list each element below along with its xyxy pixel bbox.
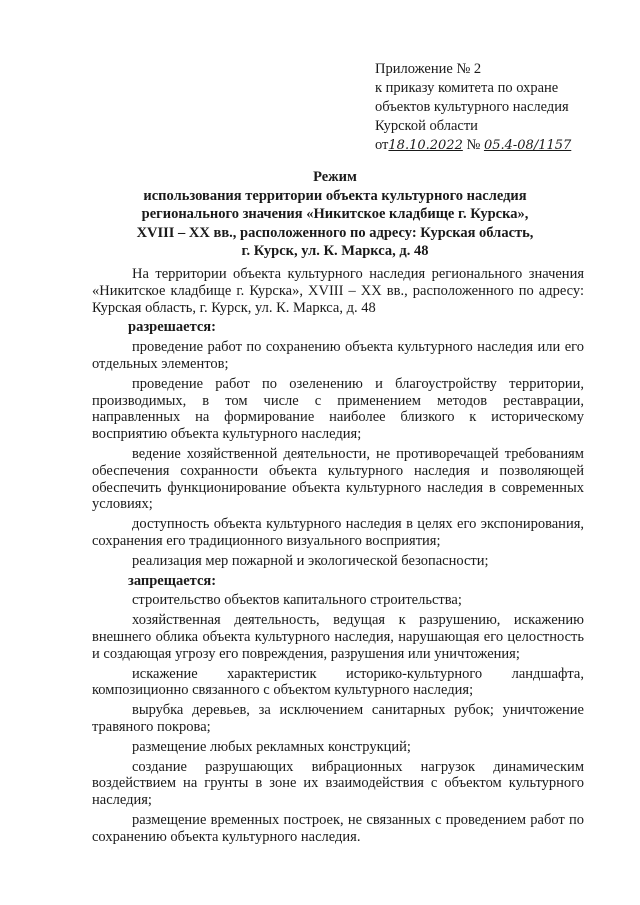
appendix-header xyxy=(375,60,571,155)
intro-paragraph: На территории объекта культурного наследия регионального значения «Никитское кладбище г. Курска», XVIII – XX вв., расположенного по адресу: Курская область, г. Курск, ул. К. Маркса, д. 48 xyxy=(92,266,584,316)
prohibited-item: размещение временных построек, не связанных с проведением работ по сохранению объекта культурного наследия. xyxy=(92,811,584,845)
allowed-heading: разрешается: xyxy=(128,319,216,336)
title-line-2: использования территории объекта культурного наследия xyxy=(143,187,527,204)
prohibited-item: вырубка деревьев, за исключением санитарных рубок; уничтожение травяного покрова; xyxy=(92,702,584,735)
title-line-4: XVIII – XX вв., расположенного по адресу: Курская область, xyxy=(136,224,534,241)
allowed-item: ведение хозяйственной деятельности, не противоречащей требованиям обеспечения сохранности объекта культурного наследия и позволяющей обеспечить функционирование объекта культурного наследия в современных условиях; xyxy=(92,445,584,513)
handwritten-order-number: 05.4-08/1157 xyxy=(483,138,572,153)
appendix-committee-line: объектов культурного наследия xyxy=(375,99,569,115)
allowed-item: проведение работ по озеленению и благоустройству территории, производимых, в том числе с применением методов реставрации, направленных на формирование наиболее близкого к историческому восприятию объекта культурного наследия; xyxy=(92,375,584,443)
prohibited-item: строительство объектов капитального строительства; xyxy=(132,592,462,609)
prohibited-heading: запрещается: xyxy=(128,572,217,589)
appendix-region-line: Курской области xyxy=(375,118,478,134)
prohibited-item: размещение любых рекламных конструкций; xyxy=(132,738,411,755)
prohibited-item: создание разрушающих вибрационных нагрузок динамическим воздействием на грунты в зоне их взаимодействия с объектом культурного наследия; xyxy=(92,758,584,809)
prohibited-item: искажение характеристик историко-культурного ландшафта, композиционно связанного с объектом культурного наследия; xyxy=(92,665,584,699)
prohibited-item: хозяйственная деятельность, ведущая к разрушению, искажению внешнего облика объекта культурного наследия, нарушающая его целостность и создающая угрозу его повреждения, разрушения или уничтожения; xyxy=(92,612,584,662)
title-line-1: Режим xyxy=(313,169,357,185)
handwritten-date: 18.10.2022 xyxy=(388,138,463,153)
document-title xyxy=(95,168,575,261)
appendix-number: Приложение № 2 xyxy=(375,61,482,77)
appendix-date-line xyxy=(375,136,571,155)
title-line-3: регионального значения «Никитское кладбище г. Курска», xyxy=(141,206,529,222)
appendix-order-line: к приказу комитета по охране xyxy=(375,80,559,96)
allowed-item: доступность объекта культурного наследия в целях его экспонирования, сохранения его традиционного визуального восприятия; xyxy=(92,516,584,549)
date-prefix: от xyxy=(375,137,389,153)
number-prefix: № xyxy=(466,137,481,153)
title-line-5: г. Курск, ул. К. Маркса, д. 48 xyxy=(241,243,429,259)
allowed-item: реализация мер пожарной и экологической безопасности; xyxy=(132,552,489,569)
allowed-item: проведение работ по сохранению объекта культурного наследия или его отдельных элементов; xyxy=(92,339,584,372)
document-body xyxy=(92,266,584,846)
